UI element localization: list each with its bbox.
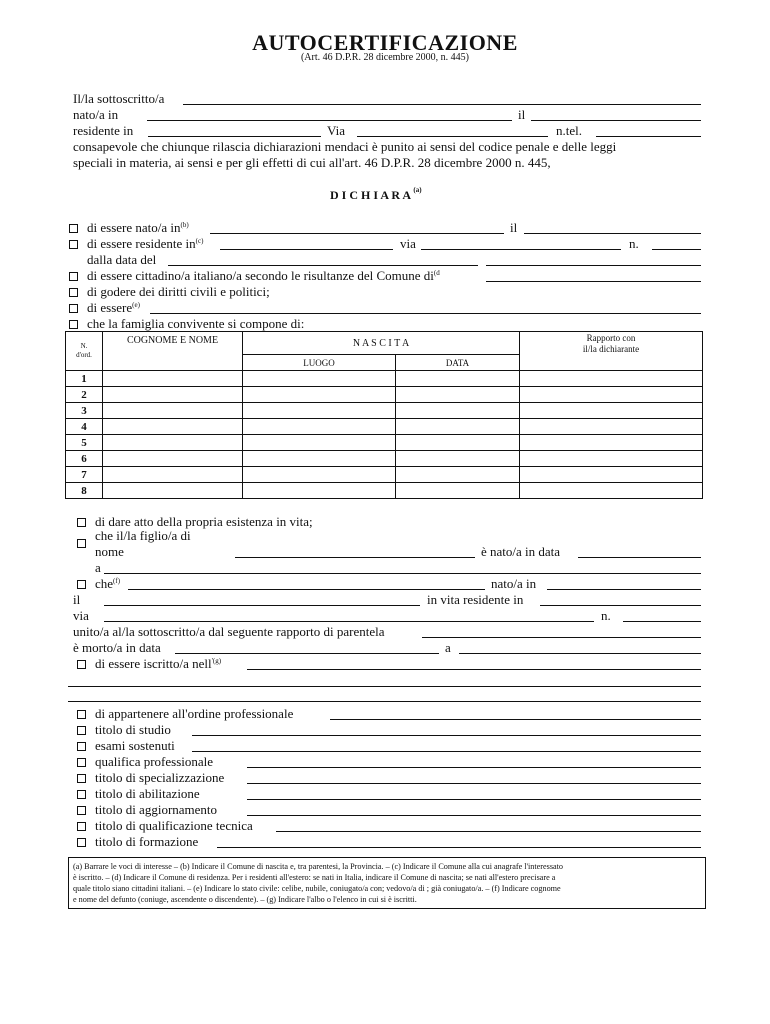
consapevole-line-2: speciali in materia, ai sensi e per gli effetti di cui all'art. 46 D.P.R. 28 dicembre 2000 n. 445, [73, 155, 551, 170]
field-s3-item[interactable] [276, 831, 701, 832]
page-title: AUTOCERTIFICAZIONE [252, 30, 518, 55]
field-s2-n[interactable] [623, 621, 701, 622]
cell-luogo[interactable] [243, 403, 396, 419]
label-s3-item: titolo di studio [95, 722, 171, 737]
cell-luogo[interactable] [243, 387, 396, 403]
item-che: che$^{(f)}$ [95, 576, 121, 591]
dichiara-heading: D I C H I A R A $^{(a)}$ [330, 186, 422, 202]
field-unito[interactable] [422, 637, 701, 638]
label-dalla-data: dalla data del [87, 252, 157, 267]
item-cittadino: di essere cittadino/a italiano/a secondo le risultanze del Comune $di^{(d}$ [87, 268, 440, 283]
cell-data[interactable] [396, 467, 520, 483]
label-nato-data: è nato/a in data [481, 544, 561, 559]
label-item-n: n. [629, 236, 639, 251]
field-vita-residente[interactable] [540, 605, 701, 606]
checkbox-s3-item[interactable] [77, 822, 86, 831]
item-nato-in: di essere nato/a $in^{(b)}$ [87, 220, 189, 235]
table-row [66, 435, 703, 451]
field-iscritto-line-2[interactable] [68, 686, 701, 687]
label-nome: nome [95, 544, 124, 559]
label-s3-item: titolo di aggiornamento [95, 802, 218, 817]
cell-data[interactable] [396, 403, 520, 419]
item-essere: di essere$^{(e)}$ [87, 300, 140, 315]
row-number: 1 [66, 371, 103, 387]
page-subtitle: (Art. 46 D.P.R. 28 dicembre 2000, n. 445) [300, 52, 470, 63]
field-a[interactable] [104, 573, 701, 574]
field-nato-in[interactable] [147, 120, 512, 121]
field-iscritto[interactable] [247, 669, 701, 670]
label-vita-residente: in vita residente in [427, 592, 524, 607]
label-s3-item: titolo di formazione [95, 834, 199, 849]
label-sottoscritto: Il/la sottoscritto/a [73, 91, 165, 106]
cell-luogo[interactable] [243, 371, 396, 387]
field-ntel[interactable] [596, 136, 701, 137]
cell-luogo[interactable] [243, 419, 396, 435]
cell-rapporto[interactable] [520, 371, 703, 387]
cell-rapporto[interactable] [520, 467, 703, 483]
cell-rapporto[interactable] [520, 403, 703, 419]
label-che-nato-in: nato/a in [491, 576, 537, 591]
field-item-nato-il[interactable] [524, 233, 701, 234]
header-nascita: N A S C I T A [243, 332, 520, 355]
table-row [66, 467, 703, 483]
row-number: 7 [66, 467, 103, 483]
row-number: 8 [66, 483, 103, 499]
checkbox-s3-item[interactable] [77, 806, 86, 815]
table-row [66, 403, 703, 419]
field-item-residente-in[interactable] [220, 249, 393, 250]
checkbox-s3-item[interactable] [77, 774, 86, 783]
field-iscritto-line-3[interactable] [68, 701, 701, 702]
table-row [66, 451, 703, 467]
label-s3-item: titolo di qualificazione tecnica [95, 818, 253, 833]
field-via[interactable] [357, 136, 548, 137]
checkbox-s3-item[interactable] [77, 742, 86, 751]
cell-data[interactable] [396, 451, 520, 467]
label-ntel: n.tel. [556, 123, 582, 138]
cell-rapporto[interactable] [520, 419, 703, 435]
field-cittadino[interactable] [486, 281, 701, 282]
checkbox-che[interactable] [77, 580, 86, 589]
label-che-il: il [73, 592, 81, 607]
checkbox-s3-item[interactable] [77, 838, 86, 847]
row-number: 2 [66, 387, 103, 403]
header-data: DATA [396, 355, 520, 371]
cell-cognome-nome[interactable] [103, 419, 243, 435]
field-s3-item[interactable] [247, 815, 701, 816]
row-number: 5 [66, 435, 103, 451]
field-s3-item[interactable] [330, 719, 701, 720]
cell-rapporto[interactable] [520, 451, 703, 467]
checkbox-famiglia[interactable] [69, 320, 78, 329]
cell-cognome-nome[interactable] [103, 435, 243, 451]
footnote-line-4: e nome del defunto (coniuge, ascendente o discendente). – (g) Indicare l'albo o l'elenco in cui si è iscritti. [73, 895, 417, 904]
field-s3-item[interactable] [247, 799, 701, 800]
cell-luogo[interactable] [243, 451, 396, 467]
checkbox-cittadino[interactable] [69, 272, 78, 281]
label-s2-via: via [73, 608, 89, 623]
field-che-il[interactable] [104, 605, 420, 606]
checkbox-diritti[interactable] [69, 288, 78, 297]
table-row [66, 419, 703, 435]
cell-rapporto[interactable] [520, 387, 703, 403]
checkbox-residente[interactable] [69, 240, 78, 249]
label-residente-in: residente in [73, 123, 134, 138]
cell-cognome-nome[interactable] [103, 403, 243, 419]
field-nome[interactable] [235, 557, 475, 558]
cell-cognome-nome[interactable] [103, 483, 243, 499]
footnote-line-2: è iscritto. – (d) Indicare il Comune di residenza. Per i residenti all'estero: se nati in Italia, indicare il Comune di nascita; se nati all'estero precisare a [73, 873, 556, 882]
label-s3-item: di appartenere all'ordine professionale [95, 706, 294, 721]
consapevole-line-1: consapevole che chiunque rilascia dichiarazioni mendaci è punito ai sensi del codice penale e delle leggi [73, 139, 617, 154]
field-item-nato-in[interactable] [210, 233, 504, 234]
checkbox-iscritto[interactable] [77, 660, 86, 669]
field-item-n[interactable] [652, 249, 701, 250]
row-number: 3 [66, 403, 103, 419]
field-s3-item[interactable] [247, 783, 701, 784]
label-s2-n: n. [601, 608, 611, 623]
cell-data[interactable] [396, 435, 520, 451]
field-che-nato-in[interactable] [547, 589, 701, 590]
header-cognome-nome: COGNOME E NOME [103, 332, 243, 371]
header-luogo: LUOGO [243, 355, 396, 371]
cell-data[interactable] [396, 371, 520, 387]
table-row [66, 387, 703, 403]
field-item-via[interactable] [421, 249, 621, 250]
field-s2-via[interactable] [104, 621, 594, 622]
cell-cognome-nome[interactable] [103, 387, 243, 403]
cell-data[interactable] [396, 419, 520, 435]
checkbox-s3-item[interactable] [77, 710, 86, 719]
cell-luogo[interactable] [243, 483, 396, 499]
field-sottoscritto[interactable] [183, 104, 701, 105]
cell-luogo[interactable] [243, 467, 396, 483]
footnote-line-1: (a) Barrare le voci di interesse – (b) Indicare il Comune di nascita e, tra parentesi, la Provincia. – (c) Indicare il Comune alla cui anagrafe l'interessato [73, 862, 564, 871]
item-diritti: di godere dei diritti civili e politici; [87, 284, 270, 299]
checkbox-figlio[interactable] [77, 539, 86, 548]
cell-cognome-nome[interactable] [103, 451, 243, 467]
item-esistenza: di dare atto della propria esistenza in vita; [95, 514, 313, 529]
field-morto[interactable] [175, 653, 439, 654]
label-nato-in: nato/a in [73, 107, 119, 122]
label-s3-item: esami sostenuti [95, 738, 175, 753]
field-s3-item[interactable] [192, 751, 701, 752]
item-iscritto: di essere iscritto/a nell$^{'(g)}$ [95, 656, 222, 671]
family-table [65, 331, 703, 499]
field-s3-item[interactable] [217, 847, 701, 848]
field-essere[interactable] [150, 313, 701, 314]
checkbox-nato-in[interactable] [69, 224, 78, 233]
cell-luogo[interactable] [243, 435, 396, 451]
header-rapporto: Rapporto con il/la dichiarante [520, 332, 703, 371]
cell-data[interactable] [396, 387, 520, 403]
cell-data[interactable] [396, 483, 520, 499]
label-via: Via [327, 123, 345, 138]
field-morto-a[interactable] [459, 653, 701, 654]
field-residente-in[interactable] [148, 136, 321, 137]
field-dalla-data[interactable] [168, 265, 478, 266]
label-item-il: il [510, 220, 518, 235]
checkbox-s3-item[interactable] [77, 790, 86, 799]
item-residente-in: di essere residente $in^{(c)}$ [87, 236, 204, 251]
checkbox-esistenza[interactable] [77, 518, 86, 527]
label-il: il [518, 107, 526, 122]
checkbox-s3-item[interactable] [77, 758, 86, 767]
field-s3-item[interactable] [247, 767, 701, 768]
row-number: 6 [66, 451, 103, 467]
field-dalla-data-extra[interactable] [486, 265, 701, 266]
field-nato-il[interactable] [531, 120, 701, 121]
table-row [66, 483, 703, 499]
field-s3-item[interactable] [192, 735, 701, 736]
label-s3-item: titolo di specializzazione [95, 770, 225, 785]
label-unito: unito/a al/la sottoscritto/a dal seguente rapporto di parentela [73, 624, 385, 639]
field-nato-data[interactable] [578, 557, 701, 558]
item-famiglia: che la famiglia convivente si compone di: [87, 316, 305, 331]
label-s3-item: qualifica professionale [95, 754, 214, 769]
label-a: a [95, 560, 101, 575]
footnote-line-3: quale titolo siano cittadini italiani. – (e) Indicare lo stato civile: celibe, nubile, coniugato/a con; vedovo/a di ; già coniugato/a. – (f) Indicare cognome [73, 884, 561, 893]
cell-rapporto[interactable] [520, 435, 703, 451]
cell-cognome-nome[interactable] [103, 371, 243, 387]
table-row [66, 371, 703, 387]
field-che[interactable] [128, 589, 485, 590]
header-n: N. d'ord. [66, 332, 103, 371]
checkbox-s3-item[interactable] [77, 726, 86, 735]
item-figlio: che il/la figlio/a di [95, 528, 191, 543]
label-s3-item: titolo di abilitazione [95, 786, 200, 801]
cell-cognome-nome[interactable] [103, 467, 243, 483]
label-morto: è morto/a in data [73, 640, 161, 655]
cell-rapporto[interactable] [520, 483, 703, 499]
checkbox-essere[interactable] [69, 304, 78, 313]
footnote-box [68, 857, 706, 909]
label-item-via: via [400, 236, 416, 251]
label-morto-a: a [445, 640, 451, 655]
row-number: 4 [66, 419, 103, 435]
